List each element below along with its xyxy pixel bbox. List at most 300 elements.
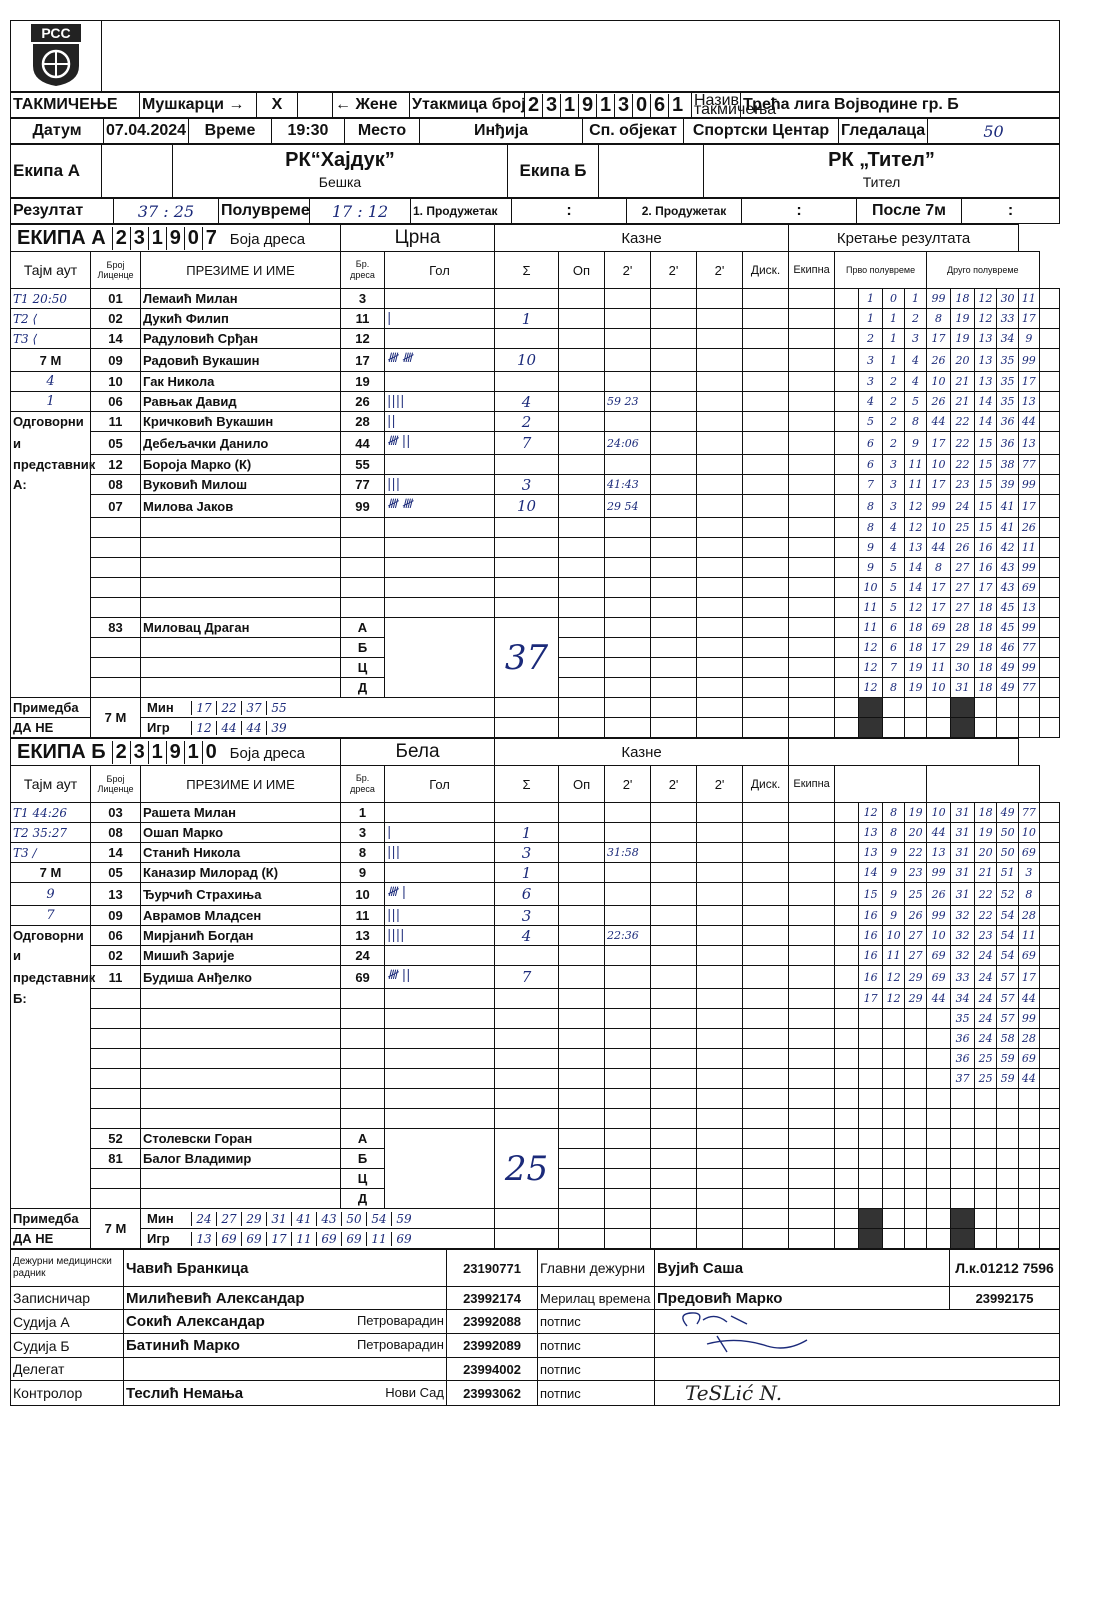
progress-first-cell: 8 bbox=[927, 309, 951, 329]
medic-name: Чавић Бранкица bbox=[124, 1250, 447, 1287]
progress-second-cell: 11 bbox=[1019, 926, 1039, 946]
min-label: Мин bbox=[147, 1211, 174, 1226]
progress-first-cell bbox=[927, 1169, 951, 1189]
progress-first-cell: 2 bbox=[883, 372, 905, 392]
controller-name: Теслић Немања bbox=[126, 1384, 244, 1402]
left-blank bbox=[11, 558, 91, 578]
player-goals: 𝍸 | bbox=[385, 883, 495, 906]
left-blank bbox=[11, 1149, 91, 1169]
delegate-signature bbox=[655, 1358, 1060, 1381]
main-duty-name: Вујић Саша bbox=[655, 1250, 950, 1287]
penalty-cell bbox=[697, 618, 743, 638]
progress-second-cell: 50 bbox=[997, 843, 1019, 863]
progress-second-cell bbox=[951, 1109, 975, 1129]
progress-second-cell: 15 bbox=[975, 495, 997, 518]
penalty-cell bbox=[743, 989, 789, 1009]
team-a-city: Бешка bbox=[318, 174, 362, 190]
penalty-cell bbox=[651, 989, 697, 1009]
official-name bbox=[141, 1189, 341, 1209]
player-license: 09 bbox=[91, 349, 141, 372]
note-strip bbox=[859, 718, 883, 738]
penalty-cell bbox=[789, 289, 835, 309]
progress-first-cell bbox=[905, 1009, 927, 1029]
penalty-cell bbox=[697, 1009, 743, 1029]
penalty-cell bbox=[835, 1129, 859, 1149]
note-cell bbox=[883, 718, 905, 738]
min-value: 29 bbox=[241, 1212, 266, 1226]
progress-first-cell: 17 bbox=[927, 432, 951, 455]
col-goal: Гол bbox=[385, 766, 495, 803]
team-b-city: Тител bbox=[862, 174, 901, 190]
table-row bbox=[11, 1069, 1060, 1089]
penalty-cell bbox=[743, 578, 789, 598]
progress-first-cell: 14 bbox=[905, 558, 927, 578]
left-blank bbox=[11, 638, 91, 658]
empty-cell bbox=[495, 598, 559, 618]
empty-cell bbox=[141, 518, 341, 538]
progress-second-cell: 18 bbox=[975, 803, 997, 823]
table-row bbox=[11, 989, 1060, 1009]
empty-cell bbox=[605, 1009, 651, 1029]
penalty-cell bbox=[789, 658, 835, 678]
player-goal-sum: 6 bbox=[495, 883, 559, 906]
table-row bbox=[11, 289, 1060, 309]
empty-cell bbox=[341, 1009, 385, 1029]
penalty-cell bbox=[651, 803, 697, 823]
player-license: 08 bbox=[91, 475, 141, 495]
table-row bbox=[11, 946, 1060, 966]
progress-second-cell: 13 bbox=[1019, 598, 1039, 618]
progress-blank bbox=[1039, 1189, 1059, 1209]
progress-second-cell: 23 bbox=[975, 926, 997, 946]
progress-first-cell: 69 bbox=[927, 966, 951, 989]
left-blank bbox=[11, 578, 91, 598]
col-team: Екипна bbox=[789, 252, 835, 289]
player-license: 13 bbox=[91, 883, 141, 906]
progress-first-cell bbox=[905, 1049, 927, 1069]
progress-second-cell bbox=[1019, 1189, 1039, 1209]
empty-cell bbox=[559, 658, 605, 678]
progress-first-cell: 8 bbox=[883, 803, 905, 823]
min-value: 50 bbox=[341, 1212, 366, 1226]
progress-second-cell: 35 bbox=[997, 349, 1019, 372]
progress-first-cell: 14 bbox=[905, 578, 927, 598]
note-cell bbox=[1019, 1229, 1039, 1249]
progress-first-cell bbox=[859, 1009, 883, 1029]
penalty-cell bbox=[743, 1149, 789, 1169]
left-label: 1 bbox=[11, 392, 91, 412]
logo-blank bbox=[102, 21, 1060, 92]
player-goals: | bbox=[385, 823, 495, 843]
progress-first-cell: 15 bbox=[859, 883, 883, 906]
player-2min bbox=[605, 803, 651, 823]
note-cell bbox=[975, 1209, 997, 1229]
penalty-cell bbox=[651, 1009, 697, 1029]
progress-blank bbox=[1039, 349, 1059, 372]
col-2min: 2' bbox=[651, 766, 697, 803]
progress-second-cell: 24 bbox=[975, 966, 997, 989]
progress-second-cell: 46 bbox=[997, 638, 1019, 658]
empty-cell bbox=[341, 1089, 385, 1109]
progress-second-cell bbox=[975, 1189, 997, 1209]
progress-first-cell: 8 bbox=[883, 678, 905, 698]
player-jersey: 19 bbox=[341, 372, 385, 392]
progress-second-cell: 49 bbox=[997, 658, 1019, 678]
progress-second-cell: 45 bbox=[997, 598, 1019, 618]
team_b-title-cell bbox=[11, 739, 341, 766]
empty-cell bbox=[91, 558, 141, 578]
table-row bbox=[11, 495, 1060, 518]
empty-cell bbox=[495, 1109, 559, 1129]
penalty-cell bbox=[743, 863, 789, 883]
penalty-cell bbox=[651, 1029, 697, 1049]
left-blank bbox=[11, 538, 91, 558]
player-goal-sum: 10 bbox=[495, 349, 559, 372]
note-cell bbox=[1039, 718, 1059, 738]
progress-second-cell: 27 bbox=[951, 558, 975, 578]
empty-cell bbox=[559, 1109, 605, 1129]
penalty-cell bbox=[651, 495, 697, 518]
progress-first-cell: 11 bbox=[905, 475, 927, 495]
player-2min bbox=[605, 289, 651, 309]
controller-label: Контролор bbox=[11, 1381, 124, 1406]
progress-first-cell: 22 bbox=[905, 843, 927, 863]
progress-first-cell: 25 bbox=[905, 883, 927, 906]
penalty-cell bbox=[835, 1069, 859, 1089]
note-cell bbox=[495, 1209, 559, 1229]
progress-first-cell bbox=[859, 1129, 883, 1149]
player-2min bbox=[605, 966, 651, 989]
progress-first-cell: 3 bbox=[883, 495, 905, 518]
progress-blank bbox=[1039, 843, 1059, 863]
progress-first-cell bbox=[927, 1189, 951, 1209]
penalty-cell bbox=[743, 289, 789, 309]
progress-first-cell: 11 bbox=[927, 658, 951, 678]
penalty-cell bbox=[835, 1189, 859, 1209]
progress-blank bbox=[1039, 803, 1059, 823]
progress-first-cell: 1 bbox=[883, 329, 905, 349]
player-warning bbox=[559, 863, 605, 883]
table-row bbox=[11, 372, 1060, 392]
team_a-code-digit: 0 bbox=[184, 227, 202, 250]
note-cell bbox=[559, 1229, 605, 1249]
penalty-cell bbox=[651, 372, 697, 392]
official-role: А bbox=[341, 1129, 385, 1149]
progress-first-cell: 12 bbox=[859, 803, 883, 823]
progress-blank bbox=[1039, 495, 1059, 518]
penalty-cell bbox=[835, 329, 859, 349]
player-name: Кричковић Вукашин bbox=[141, 412, 341, 432]
penalty-cell bbox=[835, 678, 859, 698]
player-warning bbox=[559, 883, 605, 906]
penalty-cell bbox=[835, 518, 859, 538]
progress-first-cell: 4 bbox=[859, 392, 883, 412]
col-jersey: Бр. дреса bbox=[341, 766, 385, 803]
timeout-cell: T2 35:27 bbox=[11, 823, 91, 843]
empty-cell bbox=[141, 1049, 341, 1069]
note-cell bbox=[835, 718, 859, 738]
progress-first-cell: 18 bbox=[905, 638, 927, 658]
penalty-cell bbox=[743, 558, 789, 578]
note-cell bbox=[495, 698, 559, 718]
seven-m-label: 7 М bbox=[91, 698, 141, 738]
empty-cell bbox=[385, 989, 495, 1009]
team-b-label: Екипа Б bbox=[508, 145, 599, 198]
penalty-cell bbox=[789, 432, 835, 455]
note-cell bbox=[905, 1209, 927, 1229]
progress-second-cell: 28 bbox=[951, 618, 975, 638]
progress-second-cell: 77 bbox=[1019, 678, 1039, 698]
progress-second-cell: 17 bbox=[975, 578, 997, 598]
team_a-title: ЕКИПА А bbox=[17, 226, 106, 249]
progress-first-cell bbox=[905, 1149, 927, 1169]
note-cell bbox=[927, 718, 951, 738]
note-cell bbox=[789, 718, 835, 738]
player-2min bbox=[605, 823, 651, 843]
progress-first-cell bbox=[927, 1049, 951, 1069]
penalty-cell bbox=[651, 906, 697, 926]
note-cell bbox=[883, 1229, 905, 1249]
progress-first-cell: 12 bbox=[859, 638, 883, 658]
player-goals: ||| bbox=[385, 843, 495, 863]
progress-first-cell bbox=[927, 1009, 951, 1029]
player-2min bbox=[605, 946, 651, 966]
note-cell bbox=[927, 1229, 951, 1249]
player-jersey: 17 bbox=[341, 349, 385, 372]
progress-second-cell bbox=[951, 1149, 975, 1169]
empty-cell bbox=[495, 578, 559, 598]
team-b-name: РК „Тител” bbox=[828, 149, 935, 171]
venue-value: Спортски Центар bbox=[684, 119, 839, 144]
signature-b bbox=[657, 1334, 837, 1354]
progress-second-cell: 19 bbox=[951, 309, 975, 329]
penalty-cell bbox=[743, 926, 789, 946]
empty-cell bbox=[141, 598, 341, 618]
penalty-cell bbox=[697, 412, 743, 432]
blank bbox=[298, 93, 333, 118]
igr-value: 11 bbox=[366, 1232, 391, 1246]
empty-cell bbox=[559, 598, 605, 618]
progress-second-cell bbox=[997, 1189, 1019, 1209]
left-blank bbox=[11, 1009, 91, 1029]
note-cell bbox=[789, 1229, 835, 1249]
penalty-cell bbox=[789, 558, 835, 578]
note-cell bbox=[651, 718, 697, 738]
official-name: Столевски Горан bbox=[141, 1129, 341, 1149]
yes-no: ДА НЕ bbox=[11, 1229, 91, 1249]
progress-blank bbox=[1039, 598, 1059, 618]
ref-b-name: Батинић Марко bbox=[126, 1337, 240, 1354]
official-caption: представник bbox=[11, 455, 91, 475]
empty-cell bbox=[559, 1049, 605, 1069]
team_a-code-digit: 7 bbox=[202, 227, 220, 250]
penalty-cell bbox=[835, 1149, 859, 1169]
note-strip bbox=[951, 1229, 975, 1249]
progress-blank bbox=[1039, 538, 1059, 558]
left-blank bbox=[11, 598, 91, 618]
progress-first-cell: 17 bbox=[859, 989, 883, 1009]
penalty-cell bbox=[789, 618, 835, 638]
note-cell bbox=[1019, 698, 1039, 718]
note-cell bbox=[605, 718, 651, 738]
progress-blank bbox=[1039, 412, 1059, 432]
progress-second-cell: 15 bbox=[975, 475, 997, 495]
progress-first-cell bbox=[859, 1189, 883, 1209]
progress-first-cell: 10 bbox=[927, 678, 951, 698]
progress-first-cell bbox=[859, 1109, 883, 1129]
player-goal-sum bbox=[495, 289, 559, 309]
penalty-cell bbox=[835, 1049, 859, 1069]
note-cell bbox=[997, 698, 1019, 718]
empty-cell bbox=[141, 578, 341, 598]
progress-first-cell: 6 bbox=[859, 432, 883, 455]
progress-second-cell: 44 bbox=[1019, 412, 1039, 432]
official-name bbox=[141, 658, 341, 678]
progress-second-cell: 44 bbox=[1019, 1069, 1039, 1089]
empty-cell bbox=[559, 1069, 605, 1089]
penalty-cell bbox=[789, 518, 835, 538]
match-number: 2 3 1 9 1 3 0 6 1 bbox=[525, 93, 692, 118]
penalty-cell bbox=[743, 1089, 789, 1109]
progress-first-cell bbox=[927, 1129, 951, 1149]
empty-cell bbox=[385, 1009, 495, 1029]
progress-first-cell bbox=[905, 1169, 927, 1189]
progress-first-cell bbox=[883, 1029, 905, 1049]
progress-first-cell bbox=[927, 1029, 951, 1049]
progress-first-cell: 8 bbox=[859, 518, 883, 538]
progress-second-cell: 57 bbox=[997, 989, 1019, 1009]
team_a-code-digit: 1 bbox=[148, 227, 166, 250]
note-label: Примедба bbox=[11, 1209, 91, 1229]
note-cell bbox=[743, 698, 789, 718]
after7m-label: После 7м bbox=[857, 199, 962, 224]
note-cell bbox=[1039, 698, 1059, 718]
progress-second-cell: 19 bbox=[975, 823, 997, 843]
penalty-cell bbox=[697, 1169, 743, 1189]
official-role: А bbox=[341, 618, 385, 638]
progress-first-cell: 14 bbox=[859, 863, 883, 883]
empty-cell bbox=[495, 1049, 559, 1069]
player-jersey: 3 bbox=[341, 289, 385, 309]
progress-first-cell bbox=[883, 1109, 905, 1129]
table-row bbox=[11, 432, 1060, 455]
progress-first-cell: 99 bbox=[927, 495, 951, 518]
progress-second-cell: 24 bbox=[951, 495, 975, 518]
progress-second-cell bbox=[975, 1129, 997, 1149]
progress-first-cell: 12 bbox=[905, 598, 927, 618]
penalty-cell bbox=[789, 1149, 835, 1169]
empty-cell bbox=[559, 1029, 605, 1049]
penalty-cell bbox=[743, 475, 789, 495]
player-warning bbox=[559, 289, 605, 309]
progress-second-cell: 31 bbox=[951, 863, 975, 883]
progress-second-cell: 22 bbox=[975, 906, 997, 926]
player-goals: || bbox=[385, 412, 495, 432]
progress-first-cell: 44 bbox=[927, 989, 951, 1009]
penalty-cell bbox=[835, 658, 859, 678]
official-caption: Одговорни bbox=[11, 926, 91, 946]
empty-cell bbox=[605, 518, 651, 538]
igr-label: Игр bbox=[147, 720, 170, 735]
official-license bbox=[91, 1169, 141, 1189]
team-a-cell bbox=[173, 145, 508, 198]
player-warning bbox=[559, 475, 605, 495]
progress-second-cell: 38 bbox=[997, 455, 1019, 475]
empty-cell bbox=[605, 678, 651, 698]
penalty-cell bbox=[743, 823, 789, 843]
player-goal-sum: 4 bbox=[495, 392, 559, 412]
penalty-cell bbox=[743, 946, 789, 966]
empty-cell bbox=[91, 518, 141, 538]
progress-blank bbox=[1039, 1129, 1059, 1149]
delegate-label: Делегат bbox=[11, 1358, 124, 1381]
player-goals: ||| bbox=[385, 475, 495, 495]
ref-a-name: Сокић Александар bbox=[126, 1313, 265, 1330]
progress-first-cell: 11 bbox=[859, 618, 883, 638]
penalty-cell bbox=[651, 843, 697, 863]
progress-first-cell: 11 bbox=[905, 455, 927, 475]
empty-cell bbox=[605, 1029, 651, 1049]
ref-b-signature bbox=[655, 1334, 1060, 1358]
player-name: Ђурчић Страхиња bbox=[141, 883, 341, 906]
penalty-cell bbox=[697, 843, 743, 863]
table-row bbox=[11, 926, 1060, 946]
note-cell bbox=[1039, 1229, 1059, 1249]
left-blank bbox=[11, 1169, 91, 1189]
delegate-sign-label: потпис bbox=[538, 1358, 655, 1381]
player-jersey: 77 bbox=[341, 475, 385, 495]
player-goals: |||| bbox=[385, 392, 495, 412]
col-warn: Оп bbox=[559, 252, 605, 289]
player-2min: 24:06 bbox=[605, 432, 651, 455]
min-value: 41 bbox=[291, 1212, 316, 1226]
progress-first-cell bbox=[883, 1129, 905, 1149]
delegate-license: 23994002 bbox=[447, 1358, 538, 1381]
empty-cell bbox=[341, 538, 385, 558]
note-cell bbox=[743, 718, 789, 738]
progress-second-cell bbox=[975, 1169, 997, 1189]
empty-cell bbox=[341, 1029, 385, 1049]
empty-cell bbox=[495, 558, 559, 578]
penalty-cell bbox=[743, 518, 789, 538]
penalty-cell bbox=[697, 598, 743, 618]
progress-second-cell: 21 bbox=[951, 392, 975, 412]
progress-second-cell: 24 bbox=[975, 989, 997, 1009]
player-name: Радовић Вукашин bbox=[141, 349, 341, 372]
progress-second-cell: 31 bbox=[951, 843, 975, 863]
progress-second-cell: 32 bbox=[951, 946, 975, 966]
official-caption: Б: bbox=[11, 989, 91, 1009]
note-cell bbox=[905, 1229, 927, 1249]
progress-first-cell: 2 bbox=[859, 329, 883, 349]
player-license: 12 bbox=[91, 455, 141, 475]
penalty-cell bbox=[651, 1149, 697, 1169]
igr-value: 69 bbox=[391, 1232, 416, 1246]
col-license: Број Лиценце bbox=[91, 252, 141, 289]
empty-cell bbox=[495, 989, 559, 1009]
progress-second-cell: 26 bbox=[951, 538, 975, 558]
penalty-cell bbox=[697, 883, 743, 906]
empty-cell bbox=[495, 1009, 559, 1029]
progress-second-cell bbox=[997, 1089, 1019, 1109]
penalty-cell bbox=[835, 558, 859, 578]
note-cell bbox=[697, 718, 743, 738]
progress-first-cell: 13 bbox=[905, 538, 927, 558]
igr-value: 11 bbox=[291, 1232, 316, 1246]
progress-second-cell: 34 bbox=[951, 989, 975, 1009]
progress-first-cell bbox=[905, 1089, 927, 1109]
note-cell bbox=[1019, 718, 1039, 738]
